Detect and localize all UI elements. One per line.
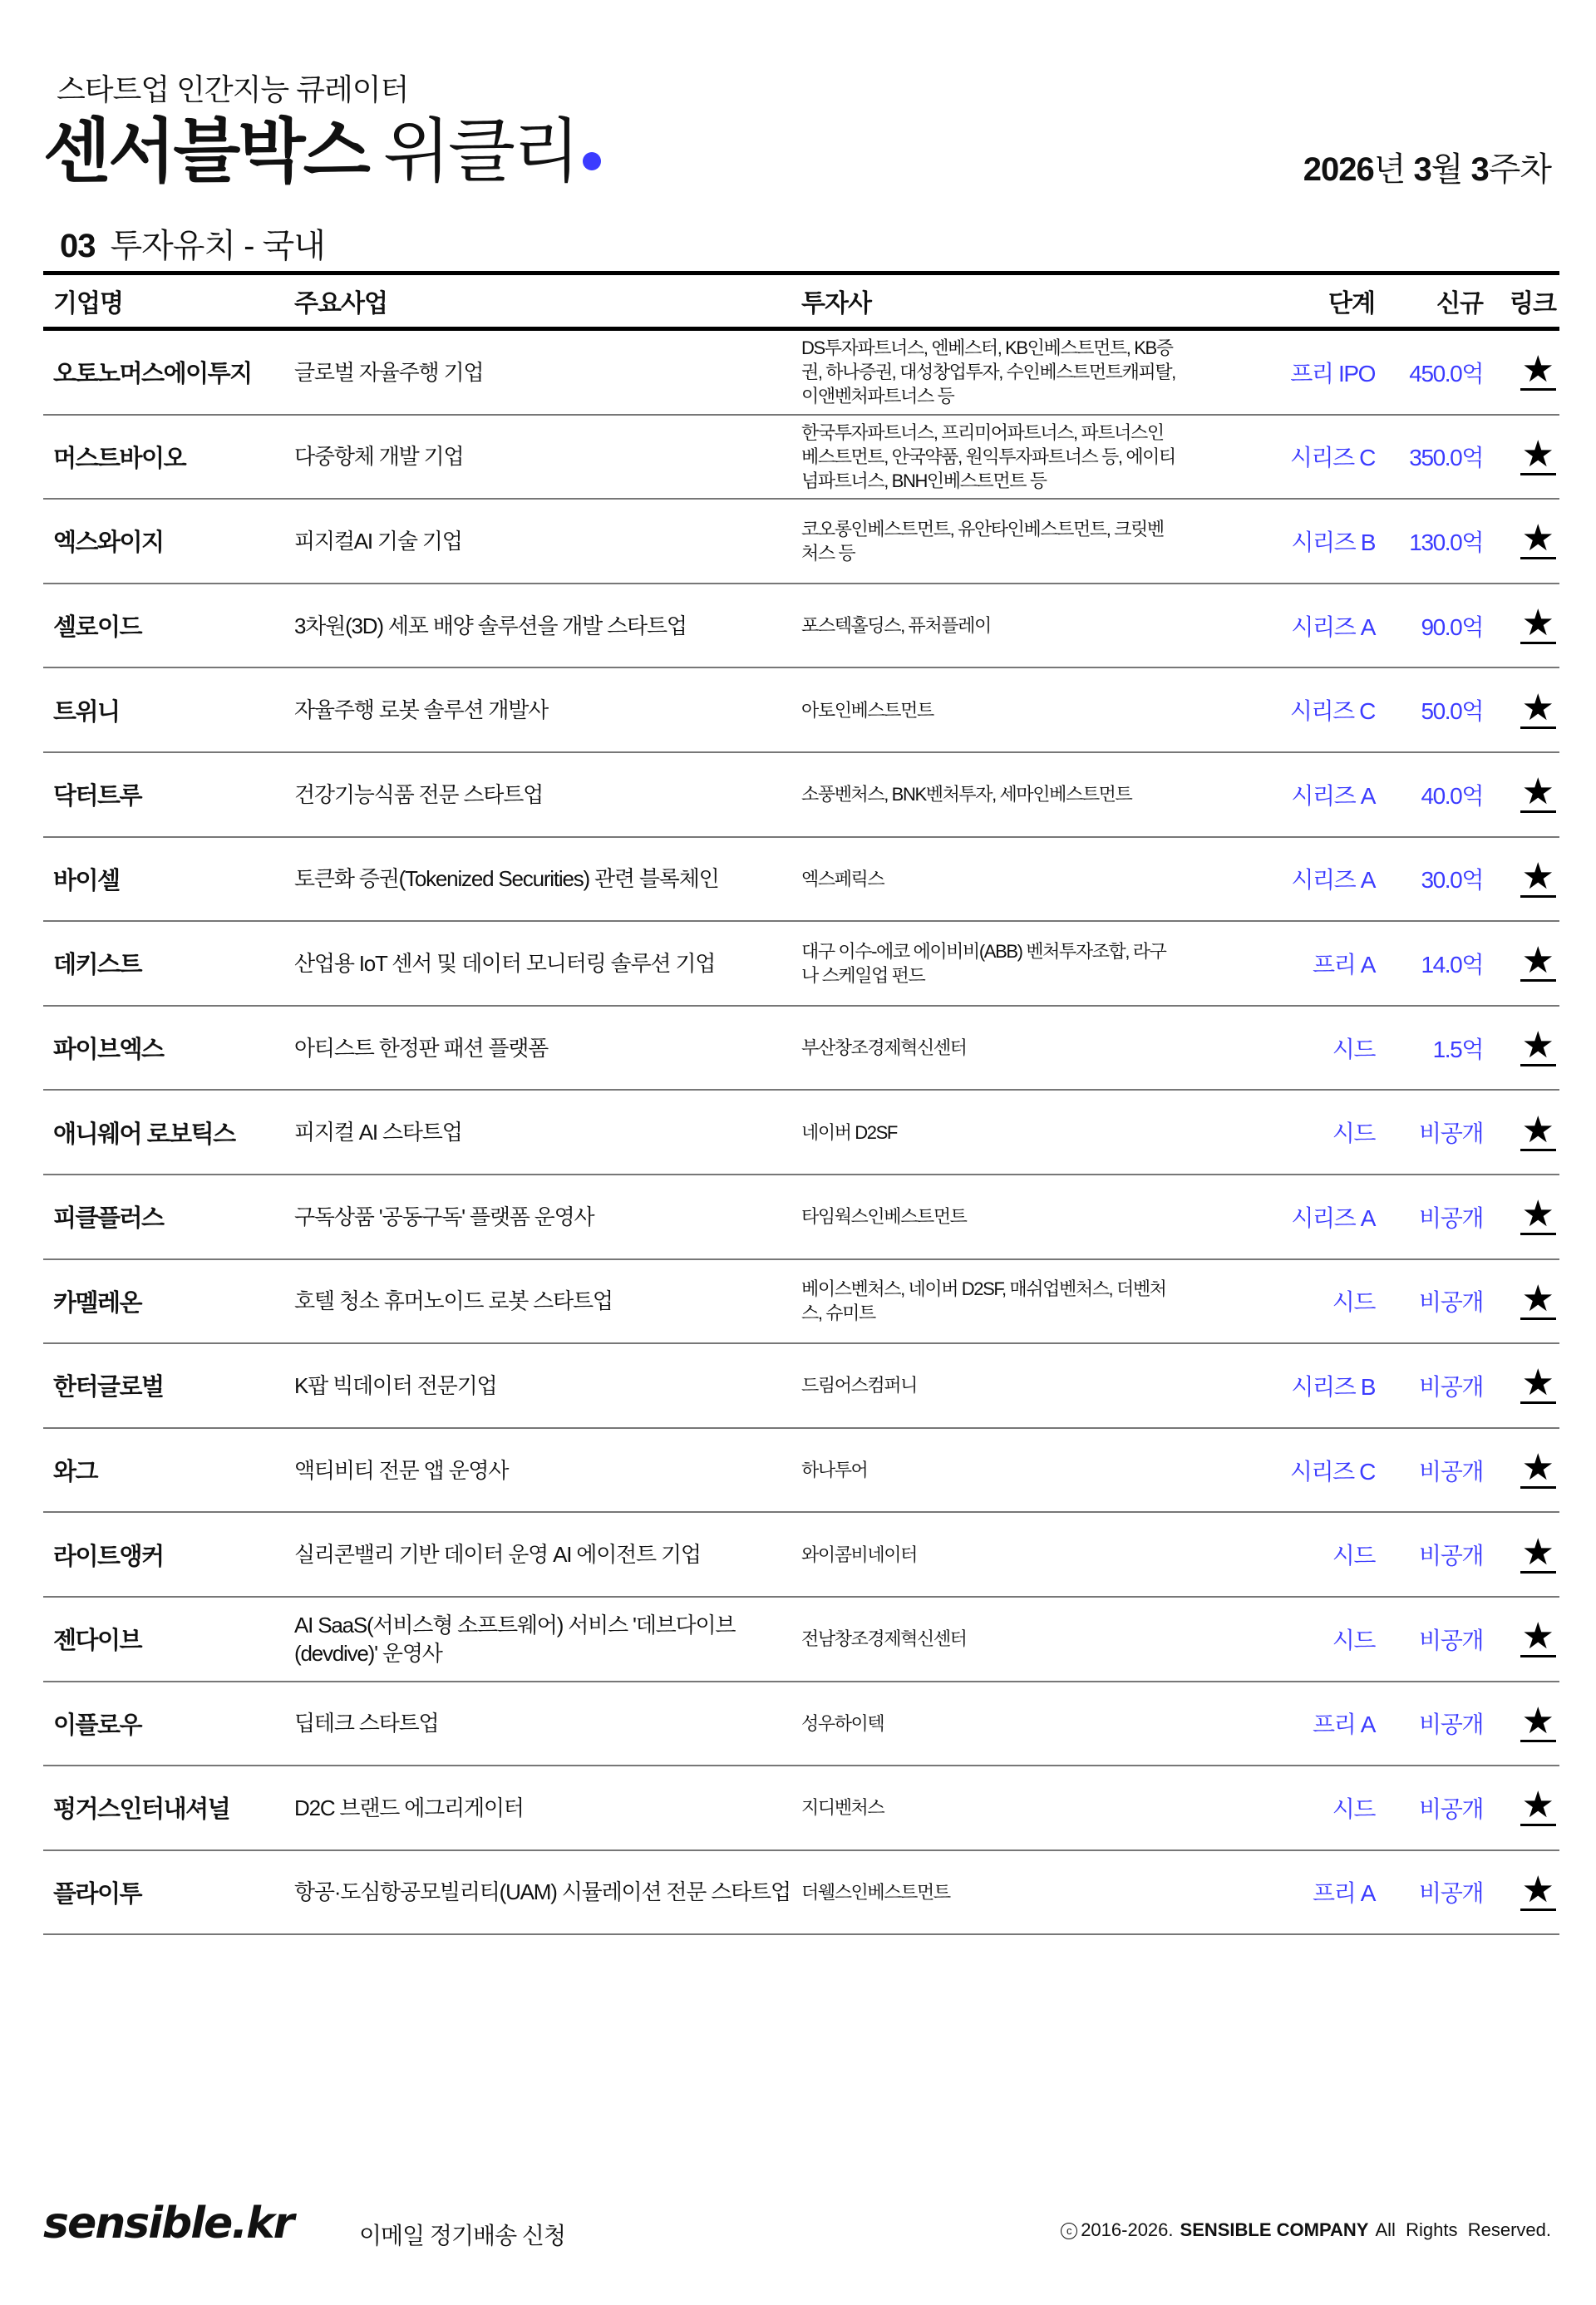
investors: 하나투어 xyxy=(801,1460,868,1481)
funding-amount: 비공개 xyxy=(1419,1289,1483,1316)
business-description: 딥테크 스타트업 xyxy=(294,1711,439,1736)
subscribe-link[interactable]: 이메일 정기배송 신청 xyxy=(359,2223,565,2248)
funding-stage: 시드 xyxy=(1332,1036,1375,1062)
company-name: 이플로우 xyxy=(53,1712,142,1739)
link-cell xyxy=(1483,518,1559,559)
funding-amount: 90.0억 xyxy=(1421,613,1483,640)
star-link-icon[interactable]: ★ xyxy=(1521,855,1554,897)
table-row xyxy=(43,1682,1559,1767)
company-name: 트위니 xyxy=(53,698,120,726)
link-cell xyxy=(1483,603,1559,644)
funding-stage: 시리즈 C xyxy=(1289,1458,1375,1485)
title-bold: 센서블박스 xyxy=(43,111,368,192)
star-link-icon[interactable]: ★ xyxy=(1521,771,1554,813)
date-month: 3 xyxy=(1413,151,1431,188)
business-description: 글로벌 자율주행 기업 xyxy=(294,359,484,385)
business-description: 실리콘밸리 기반 데이터 운영 AI 에이전트 기업 xyxy=(294,1542,701,1568)
business-description: 건강기능식품 전문 스타트업 xyxy=(294,781,544,807)
link-cell xyxy=(1483,1447,1559,1489)
star-link-icon[interactable]: ★ xyxy=(1521,1109,1554,1150)
date-week-unit: 주차 xyxy=(1488,151,1551,188)
funding-amount: 50.0억 xyxy=(1421,698,1483,725)
funding-amount: 비공개 xyxy=(1419,1120,1483,1147)
rights-text: All Rights Reserved. xyxy=(1375,2219,1551,2240)
funding-stage: 시리즈 B xyxy=(1291,1373,1375,1400)
funding-amount: 비공개 xyxy=(1419,1627,1483,1653)
investors: 더웰스인베스트먼트 xyxy=(801,1881,950,1903)
company-name: 카멜레온 xyxy=(53,1289,142,1317)
link-cell xyxy=(1483,349,1559,391)
star-link-icon[interactable]: ★ xyxy=(1521,940,1554,982)
funding-stage: 프리 A xyxy=(1313,1712,1375,1738)
business-description: 산업용 IoT 센서 및 데이터 모니터링 솔루션 기업 xyxy=(294,950,716,976)
investors: DS투자파트너스, 엔베스터, KB인베스트먼트, KB증권, 하나증권, 대성창업투자, 수인베스트먼트캐피탈, 이앤벤처파트너스 등 xyxy=(801,337,1175,407)
table-row xyxy=(43,500,1559,584)
investors: 전남창조경제혁신센터 xyxy=(801,1628,967,1650)
link-cell xyxy=(1483,1785,1559,1826)
funding-stage: 시드 xyxy=(1332,1543,1375,1569)
funding-amount: 130.0억 xyxy=(1409,529,1483,555)
business-description: 토큰화 증권(Tokenized Securities) 관련 블록체인 xyxy=(294,866,719,892)
business-description: K팝 빅데이터 전문기업 xyxy=(294,1372,497,1398)
funding-amount: 비공개 xyxy=(1419,1712,1483,1738)
funding-stage: 시리즈 A xyxy=(1291,1204,1375,1231)
copyright-icon: c xyxy=(1061,2223,1077,2239)
table-row xyxy=(43,922,1559,1007)
investors: 네이버 D2SF xyxy=(801,1121,897,1143)
investors: 코오롱인베스트먼트, 유안타인베스트먼트, 크릿벤처스 등 xyxy=(801,518,1164,564)
table-header xyxy=(43,271,1559,331)
company-name: 파이브엑스 xyxy=(53,1037,164,1064)
funding-stage: 시리즈 A xyxy=(1291,613,1375,640)
business-description: 피지컬AI 기술 기업 xyxy=(294,528,462,554)
investors: 와이콤비네이터 xyxy=(801,1544,917,1565)
link-cell xyxy=(1483,1362,1559,1404)
table-row xyxy=(43,668,1559,753)
business-description: AI SaaS(서비스형 소프트웨어) 서비스 '데브다이브(devdive)' 운영사 xyxy=(294,1612,736,1666)
section-title: 투자유치 - 국내 xyxy=(110,228,325,264)
table-row xyxy=(43,1260,1559,1345)
newsletter-subtitle: 스타트업 인간지능 큐레이터 xyxy=(57,72,409,106)
business-description: D2C 브랜드 에그리게이터 xyxy=(294,1795,524,1820)
business-description: 호텔 청소 휴머노이드 로봇 스타트업 xyxy=(294,1288,613,1314)
funding-amount: 비공개 xyxy=(1419,1543,1483,1569)
col-header-investors: 투자사 xyxy=(801,290,871,318)
table-row xyxy=(43,1766,1559,1851)
col-header-stage: 단계 xyxy=(1328,290,1375,318)
table-row xyxy=(43,1091,1559,1175)
company-name: 엑스와이지 xyxy=(53,529,164,557)
funding-stage: 프리 IPO xyxy=(1290,360,1375,387)
funding-stage: 시리즈 C xyxy=(1289,698,1375,725)
investors: 부산창조경제혁신센터 xyxy=(801,1037,967,1059)
star-link-icon[interactable]: ★ xyxy=(1521,1616,1554,1657)
investors: 타임웍스인베스트먼트 xyxy=(801,1206,967,1228)
col-header-name: 기업명 xyxy=(53,290,123,318)
accent-dot-icon xyxy=(583,152,601,170)
company-name: 피클플러스 xyxy=(53,1205,164,1233)
business-description: 항공·도심항공모빌리티(UAM) 시뮬레이션 전문 스타트업 xyxy=(294,1879,791,1905)
star-link-icon[interactable]: ★ xyxy=(1521,1531,1554,1573)
funding-stage: 시리즈 C xyxy=(1289,445,1375,471)
investment-table xyxy=(43,271,1559,1935)
funding-amount: 40.0억 xyxy=(1421,782,1483,809)
star-link-icon[interactable]: ★ xyxy=(1521,349,1554,391)
table-row xyxy=(43,1429,1559,1514)
company-name: 바이셀 xyxy=(53,867,120,894)
funding-stage: 시리즈 A xyxy=(1291,867,1375,894)
company-name: 머스트바이오 xyxy=(53,445,186,472)
funding-amount: 비공개 xyxy=(1419,1373,1483,1400)
investors: 소풍벤처스, BNK벤처투자, 세마인베스트먼트 xyxy=(801,784,1132,805)
star-link-icon[interactable]: ★ xyxy=(1521,518,1554,559)
link-cell xyxy=(1483,940,1559,982)
table-row xyxy=(43,1598,1559,1682)
funding-stage: 시드 xyxy=(1332,1289,1375,1316)
table-row xyxy=(43,838,1559,923)
table-row xyxy=(43,331,1559,416)
link-cell xyxy=(1483,855,1559,898)
table-row xyxy=(43,1007,1559,1091)
funding-amount: 비공개 xyxy=(1419,1880,1483,1907)
link-cell xyxy=(1483,1700,1559,1742)
date-month-unit: 월 xyxy=(1431,151,1463,188)
investors: 아토인베스트먼트 xyxy=(801,699,933,721)
star-link-icon[interactable]: ★ xyxy=(1521,603,1554,644)
investors: 지디벤처스 xyxy=(801,1797,884,1819)
company-name: 닥터트루 xyxy=(53,783,142,810)
link-cell xyxy=(1483,1869,1559,1911)
link-cell xyxy=(1483,1194,1559,1235)
table-row xyxy=(43,753,1559,838)
table-row xyxy=(43,1851,1559,1936)
star-link-icon[interactable]: ★ xyxy=(1521,1869,1554,1910)
funding-stage: 시드 xyxy=(1332,1795,1375,1822)
star-link-icon[interactable]: ★ xyxy=(1521,1785,1554,1826)
company-name: 데키스트 xyxy=(53,952,142,979)
company-name: 플라이투 xyxy=(53,1880,142,1908)
star-link-icon[interactable]: ★ xyxy=(1521,1025,1554,1066)
funding-stage: 시드 xyxy=(1332,1120,1375,1147)
newsletter-title xyxy=(43,110,601,193)
funding-stage: 프리 A xyxy=(1313,951,1375,978)
company-name: 와그 xyxy=(53,1459,98,1486)
section-number: 03 xyxy=(60,228,96,264)
col-header-amount: 신규 xyxy=(1436,290,1483,318)
link-cell xyxy=(1483,1531,1559,1574)
funding-stage: 프리 A xyxy=(1313,1880,1375,1907)
issue-date xyxy=(1303,143,1551,190)
company-name: 오토노머스에이투지 xyxy=(53,361,252,388)
investors: 엑스페릭스 xyxy=(801,868,884,889)
business-description: 아티스트 한정판 패션 플랫폼 xyxy=(294,1035,549,1061)
link-cell xyxy=(1483,1278,1559,1320)
investors: 한국투자파트너스, 프리미어파트너스, 파트너스인베스트먼트, 안국약품, 원익투자파트너스 등, 에이티넘파트너스, BNH인베스트먼트 등 xyxy=(801,421,1175,491)
funding-amount: 450.0억 xyxy=(1409,360,1483,387)
link-cell xyxy=(1483,1025,1559,1066)
col-header-business: 주요사업 xyxy=(294,290,387,318)
footer-logo[interactable]: sensible.kr xyxy=(43,2199,293,2248)
investors: 드림어스컴퍼니 xyxy=(801,1375,917,1396)
investors: 대구 이수-에코 에이비비(ABB) 벤처투자조합, 라구나 스케일업 펀드 xyxy=(801,940,1166,986)
funding-amount: 14.0억 xyxy=(1421,951,1483,978)
link-cell xyxy=(1483,771,1559,813)
company-name: 젠다이브 xyxy=(53,1628,142,1655)
date-year: 2026 xyxy=(1303,151,1374,188)
date-week: 3 xyxy=(1470,151,1489,188)
funding-amount: 비공개 xyxy=(1419,1795,1483,1822)
funding-amount: 1.5억 xyxy=(1432,1036,1483,1062)
table-body xyxy=(43,331,1559,1935)
link-cell xyxy=(1483,687,1559,729)
business-description: 액티비티 전문 앱 운영사 xyxy=(294,1457,509,1483)
business-description: 자율주행 로봇 솔루션 개발사 xyxy=(294,697,549,723)
business-description: 구독상품 '공동구독' 플랫폼 운영사 xyxy=(294,1204,594,1229)
star-link-icon[interactable]: ★ xyxy=(1521,1362,1554,1404)
funding-stage: 시드 xyxy=(1332,1627,1375,1653)
table-row xyxy=(43,1175,1559,1260)
star-link-icon[interactable]: ★ xyxy=(1521,1194,1554,1235)
funding-amount: 350.0억 xyxy=(1409,445,1483,471)
company-name: 펑거스인터내셔널 xyxy=(53,1796,230,1824)
company-name: 애니웨어 로보틱스 xyxy=(53,1120,235,1148)
funding-stage: 시리즈 B xyxy=(1291,529,1375,555)
table-row xyxy=(43,1344,1559,1429)
star-link-icon[interactable]: ★ xyxy=(1521,687,1554,728)
funding-stage: 시리즈 A xyxy=(1291,782,1375,809)
company-name: 셀로이드 xyxy=(53,614,142,642)
funding-amount: 30.0억 xyxy=(1421,867,1483,894)
link-cell xyxy=(1483,1109,1559,1151)
link-cell xyxy=(1483,433,1559,475)
company-name: 한터글로벌 xyxy=(53,1374,164,1401)
investors: 베이스벤처스, 네이버 D2SF, 매쉬업벤처스, 더벤처스, 슈미트 xyxy=(801,1278,1166,1324)
investors: 성우하이텍 xyxy=(801,1712,884,1734)
business-description: 피지컬 AI 스타트업 xyxy=(294,1120,462,1145)
funding-amount: 비공개 xyxy=(1419,1458,1483,1485)
copyright xyxy=(1061,2219,1551,2241)
star-link-icon[interactable]: ★ xyxy=(1521,1700,1554,1741)
star-link-icon[interactable]: ★ xyxy=(1521,1278,1554,1319)
table-row xyxy=(43,416,1559,500)
business-description: 3차원(3D) 세포 배양 솔루션을 개발 스타트업 xyxy=(294,613,687,638)
business-description: 다중항체 개발 기업 xyxy=(294,444,464,470)
star-link-icon[interactable]: ★ xyxy=(1521,433,1554,475)
star-link-icon[interactable]: ★ xyxy=(1521,1447,1554,1489)
date-year-unit: 년 xyxy=(1373,151,1406,188)
investors: 포스텍홀딩스, 퓨처플레이 xyxy=(801,615,991,637)
copyright-years: 2016-2026. xyxy=(1081,2219,1174,2240)
funding-amount: 비공개 xyxy=(1419,1204,1483,1231)
company-name: SENSIBLE COMPANY xyxy=(1180,2219,1369,2240)
company-name: 라이트앵커 xyxy=(53,1543,164,1570)
title-light: 위클리 xyxy=(382,112,579,190)
table-row xyxy=(43,584,1559,669)
col-header-link: 링크 xyxy=(1510,290,1556,318)
table-row xyxy=(43,1513,1559,1598)
link-cell xyxy=(1483,1616,1559,1657)
section-heading xyxy=(60,219,325,267)
